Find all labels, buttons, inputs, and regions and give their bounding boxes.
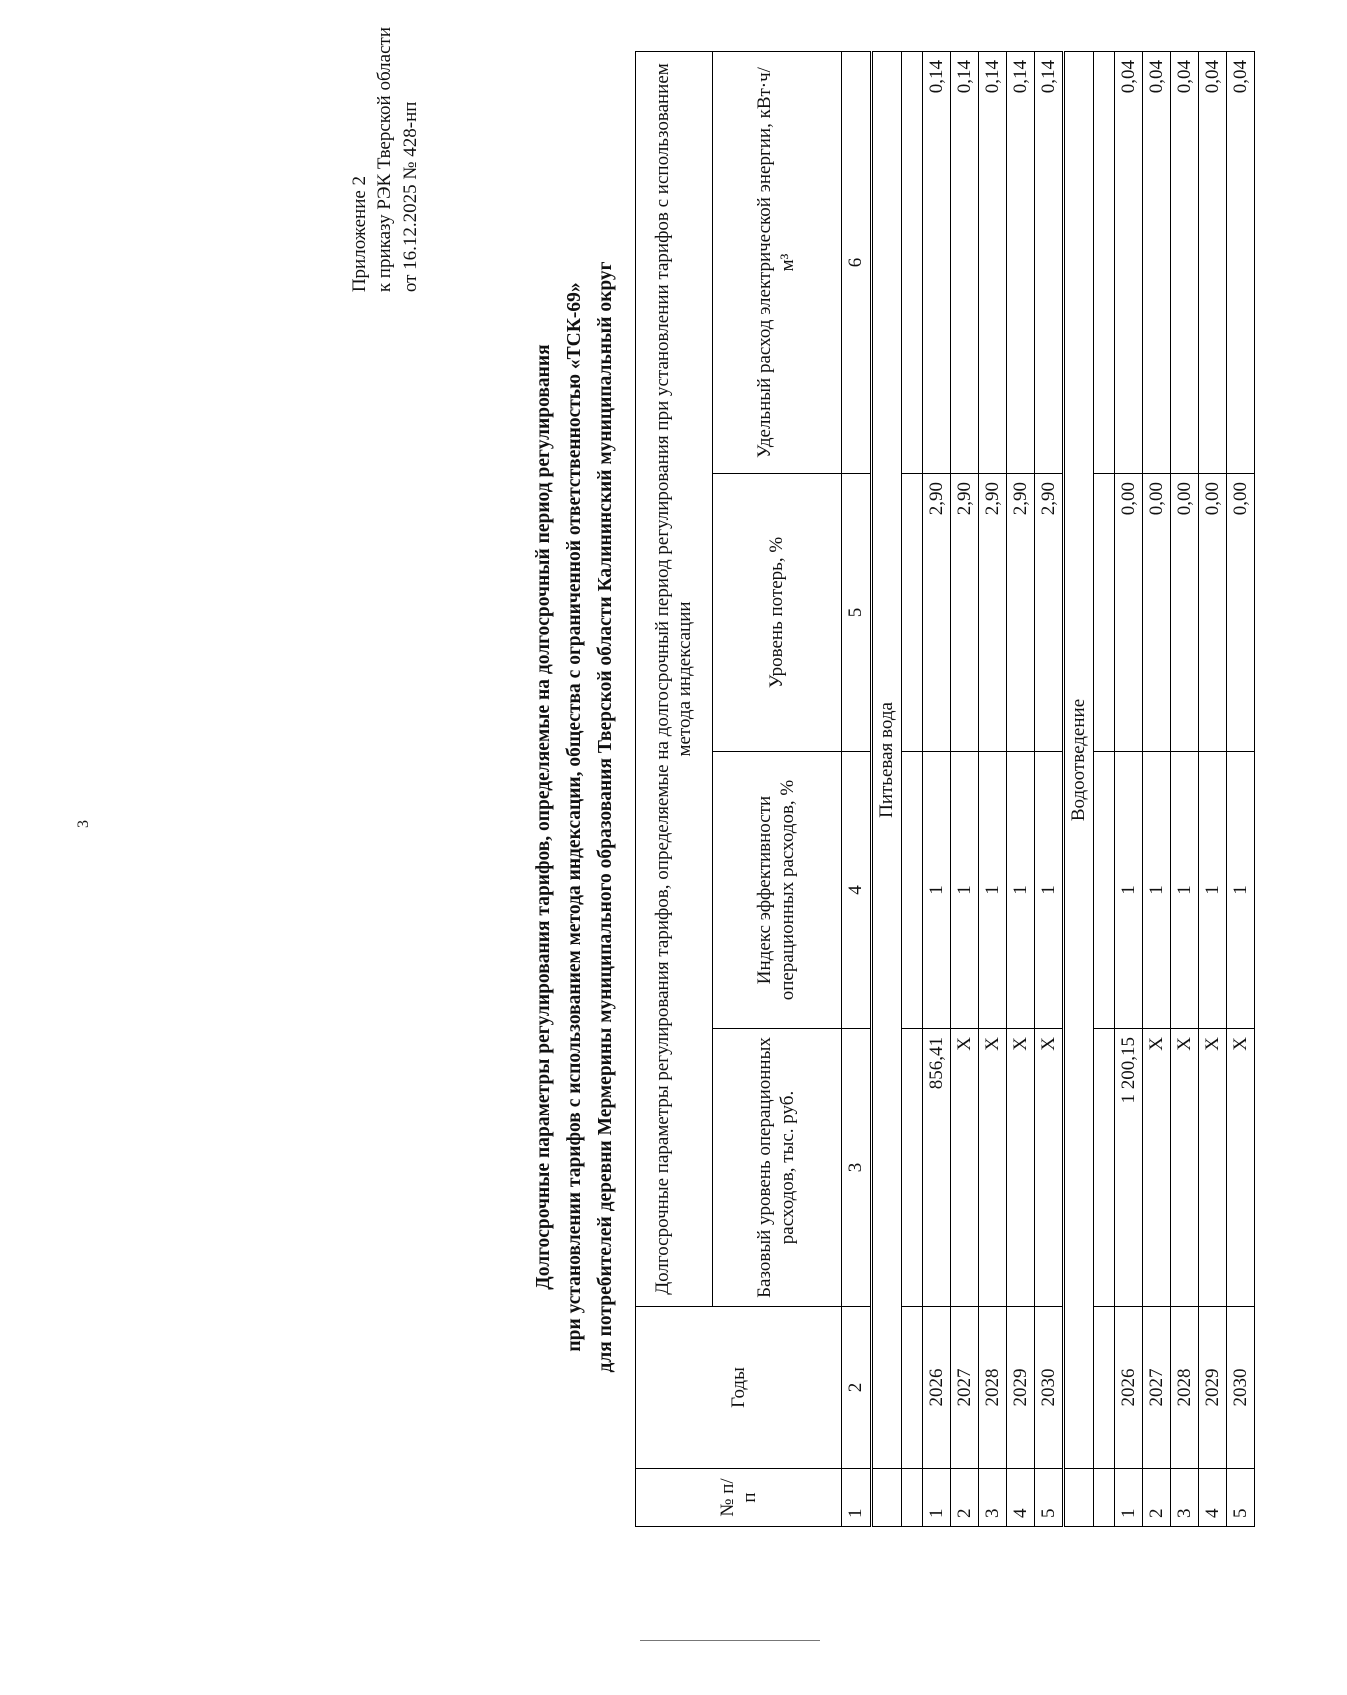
table-body: [636, 51, 1255, 1526]
parameters-table-wrapper: [635, 51, 1255, 1527]
row-number: 1: [1115, 1469, 1143, 1527]
loss-level-cell: 0,00: [1227, 474, 1255, 752]
table-row: [951, 51, 979, 1526]
efficiency-index-cell: 1: [1115, 752, 1143, 1029]
spacer-cell: [902, 1029, 923, 1307]
header-efficiency-index: Индекс эффективности операционных расходов, %: [713, 752, 842, 1029]
loss-level-cell: 0,00: [1115, 474, 1143, 752]
efficiency-index-cell: 1: [1199, 752, 1227, 1029]
year-cell: 2030: [1035, 1307, 1064, 1469]
energy-consumption-cell: 0,04: [1171, 51, 1199, 473]
efficiency-index-cell: 1: [1143, 752, 1171, 1029]
column-number-1: 1: [842, 1469, 872, 1527]
efficiency-index-cell: 1: [1227, 752, 1255, 1029]
table-row: [1115, 51, 1143, 1526]
year-cell: 2029: [1007, 1307, 1035, 1469]
loss-level-cell: 2,90: [951, 474, 979, 752]
column-number-2: 2: [842, 1307, 872, 1469]
spacer-cell: [902, 752, 923, 1029]
section-spacer-row: [902, 51, 923, 1526]
spacer-cell: [1094, 51, 1115, 473]
table-row: [1199, 51, 1227, 1526]
appendix-line-3: от 16.12.2025 № 428-нп: [399, 101, 421, 293]
section-title: Питьевая вода: [872, 51, 902, 1468]
table-row: [1227, 51, 1255, 1526]
loss-level-cell: 2,90: [1035, 474, 1064, 752]
base-opex-cell: 856,41: [923, 1029, 951, 1307]
base-opex-cell: X: [1143, 1029, 1171, 1307]
section-title: Водоотведение: [1064, 51, 1094, 1468]
year-cell: 2030: [1227, 1307, 1255, 1469]
loss-level-cell: 0,00: [1143, 474, 1171, 752]
appendix-reference: [347, 27, 423, 292]
spacer-cell: [1094, 1469, 1115, 1527]
table-row: [1143, 51, 1171, 1526]
spacer-cell: [902, 51, 923, 473]
column-number-5: 5: [842, 474, 872, 752]
spacer-cell: [902, 1469, 923, 1527]
year-cell: 2026: [1115, 1307, 1143, 1469]
parameters-table: [635, 51, 1255, 1527]
base-opex-cell: X: [979, 1029, 1007, 1307]
spacer-cell: [1094, 1307, 1115, 1469]
row-number: 4: [1199, 1469, 1227, 1527]
spacer-cell: [902, 1307, 923, 1469]
loss-level-cell: 2,90: [979, 474, 1007, 752]
energy-consumption-cell: 0,14: [1035, 51, 1064, 473]
year-cell: 2028: [979, 1307, 1007, 1469]
energy-consumption-cell: 0,04: [1115, 51, 1143, 473]
column-number-3: 3: [842, 1029, 872, 1307]
footer-rule: [640, 1640, 820, 1641]
spacer-cell: [1094, 1029, 1115, 1307]
title-line-2: при установлении тарифов с использованием метода индексации, общества с ограниченной ответственностью «ТСК-69»: [563, 282, 585, 1352]
energy-consumption-cell: 0,14: [923, 51, 951, 473]
section-empty-cell: [872, 1469, 902, 1527]
loss-level-cell: 2,90: [1007, 474, 1035, 752]
year-cell: 2028: [1171, 1307, 1199, 1469]
base-opex-cell: X: [1035, 1029, 1064, 1307]
row-number: 3: [979, 1469, 1007, 1527]
efficiency-index-cell: 1: [1035, 752, 1064, 1029]
column-number-row: [842, 51, 872, 1526]
efficiency-index-cell: 1: [1171, 752, 1199, 1029]
base-opex-cell: X: [1199, 1029, 1227, 1307]
section-row: [1064, 51, 1094, 1526]
appendix-line-1: Приложение 2: [349, 175, 370, 293]
column-number-4: 4: [842, 752, 872, 1029]
loss-level-cell: 0,00: [1199, 474, 1227, 752]
base-opex-cell: X: [1171, 1029, 1199, 1307]
efficiency-index-cell: 1: [923, 752, 951, 1029]
energy-consumption-cell: 0,04: [1227, 51, 1255, 473]
page-number: 3: [75, 820, 92, 828]
base-opex-cell: X: [951, 1029, 979, 1307]
loss-level-cell: 0,00: [1171, 474, 1199, 752]
loss-level-cell: 2,90: [923, 474, 951, 752]
row-number: 5: [1035, 1469, 1064, 1527]
spacer-cell: [1094, 752, 1115, 1029]
efficiency-index-cell: 1: [951, 752, 979, 1029]
header-num: № п/п: [636, 1469, 842, 1527]
header-row-bottom: [713, 51, 842, 1526]
document-title: [529, 207, 621, 1427]
row-number: 2: [1143, 1469, 1171, 1527]
year-cell: 2026: [923, 1307, 951, 1469]
base-opex-cell: 1 200,15: [1115, 1029, 1143, 1307]
header-energy-consumption: Удельный расход электрической энергии, кВт·ч/м³: [713, 51, 842, 473]
base-opex-cell: X: [1007, 1029, 1035, 1307]
row-number: 1: [923, 1469, 951, 1527]
energy-consumption-cell: 0,14: [979, 51, 1007, 473]
efficiency-index-cell: 1: [1007, 752, 1035, 1029]
year-cell: 2027: [951, 1307, 979, 1469]
section-empty-cell: [1064, 1469, 1094, 1527]
row-number: 2: [951, 1469, 979, 1527]
row-number: 3: [1171, 1469, 1199, 1527]
title-line-1: Долгосрочные параметры регулирования тарифов, определяемые на долгосрочный период регулирования: [533, 344, 554, 1290]
section-spacer-row: [1094, 51, 1115, 1526]
year-cell: 2027: [1143, 1307, 1171, 1469]
section-row: [872, 51, 902, 1526]
row-number: 4: [1007, 1469, 1035, 1527]
appendix-line-2: к приказу РЭК Тверской области: [374, 27, 396, 293]
header-row-top: [636, 51, 713, 1526]
header-years: Годы: [636, 1307, 842, 1469]
table-row: [1035, 51, 1064, 1526]
title-line-3: для потребителей деревни Мермерины муниципального образования Тверской области Калининский муниципальный округ: [594, 261, 616, 1373]
energy-consumption-cell: 0,04: [1143, 51, 1171, 473]
spacer-cell: [1094, 474, 1115, 752]
row-number: 5: [1227, 1469, 1255, 1527]
table-row: [1007, 51, 1035, 1526]
energy-consumption-cell: 0,14: [951, 51, 979, 473]
energy-consumption-cell: 0,04: [1199, 51, 1227, 473]
year-cell: 2029: [1199, 1307, 1227, 1469]
table-row: [923, 51, 951, 1526]
column-number-6: 6: [842, 51, 872, 473]
rotated-page-content: [347, 7, 1347, 1527]
base-opex-cell: X: [1227, 1029, 1255, 1307]
efficiency-index-cell: 1: [979, 752, 1007, 1029]
spacer-cell: [902, 474, 923, 752]
header-group: Долгосрочные параметры регулирования тарифов, определяемые на долгосрочный период регулирования при установлении тарифов с использованием метода индексации: [636, 51, 713, 1306]
header-loss-level: Уровень потерь, %: [713, 474, 842, 752]
header-base-opex: Базовый уровень операционных расходов, тыс. руб.: [713, 1029, 842, 1307]
energy-consumption-cell: 0,14: [1007, 51, 1035, 473]
table-row: [979, 51, 1007, 1526]
table-row: [1171, 51, 1199, 1526]
